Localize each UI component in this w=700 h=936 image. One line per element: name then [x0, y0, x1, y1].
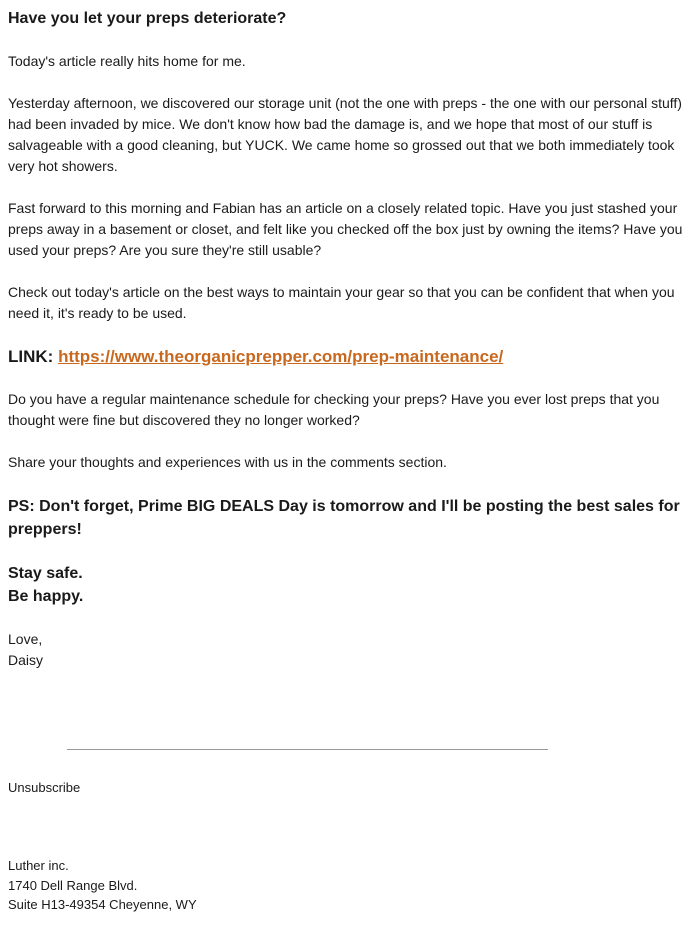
unsubscribe-link[interactable]: Unsubscribe	[8, 780, 81, 795]
article-callout-paragraph: Check out today's article on the best ways to maintain your gear so that you can be confident that when you need it, it's ready to be used.	[8, 284, 675, 321]
signoff-line-2: Be happy.	[8, 588, 84, 605]
signature	[8, 629, 43, 671]
article-topic-paragraph: Fast forward to this morning and Fabian has an article on a closely related topic. Have you just stashed your preps away in a basement or closet, and felt like you checked off the box just by owning the items? Have you used your preps? Are you sure they're still usable?	[8, 200, 683, 258]
link-label: LINK:	[8, 347, 54, 366]
article-link-line	[8, 346, 503, 368]
address-company: Luther inc.	[8, 858, 69, 873]
intro-paragraph: Today's article really hits home for me.	[8, 53, 246, 69]
address-city: Suite H13-49354 Cheyenne, WY	[8, 897, 197, 912]
question-paragraph: Do you have a regular maintenance schedule for checking your preps? Have you ever lost preps that you thought were fine but discovered they no longer worked?	[8, 391, 660, 428]
signature-closing: Love,	[8, 631, 43, 647]
story-paragraph: Yesterday afternoon, we discovered our storage unit (not the one with preps - the one with our personal stuff) had been invaded by mice. We don't know how bad the damage is, and we hope that most of our stuff is salvageable with a good cleaning, but YUCK. We came home so grossed out that we both immediately took very hot showers.	[8, 95, 682, 174]
email-title: Have you let your preps deteriorate?	[8, 10, 287, 27]
comments-paragraph: Share your thoughts and experiences with us in the comments section.	[8, 454, 447, 470]
ps-note: PS: Don't forget, Prime BIG DEALS Day is tomorrow and I'll be posting the best sales for preppers!	[8, 498, 680, 538]
signoff-line-1: Stay safe.	[8, 565, 83, 582]
article-link[interactable]: https://www.theorganicprepper.com/prep-maintenance/	[58, 347, 504, 366]
address-street: 1740 Dell Range Blvd.	[8, 877, 138, 893]
signoff	[8, 562, 83, 608]
signature-name: Daisy	[8, 652, 44, 668]
footer-address	[8, 856, 197, 915]
footer-divider	[67, 749, 548, 750]
